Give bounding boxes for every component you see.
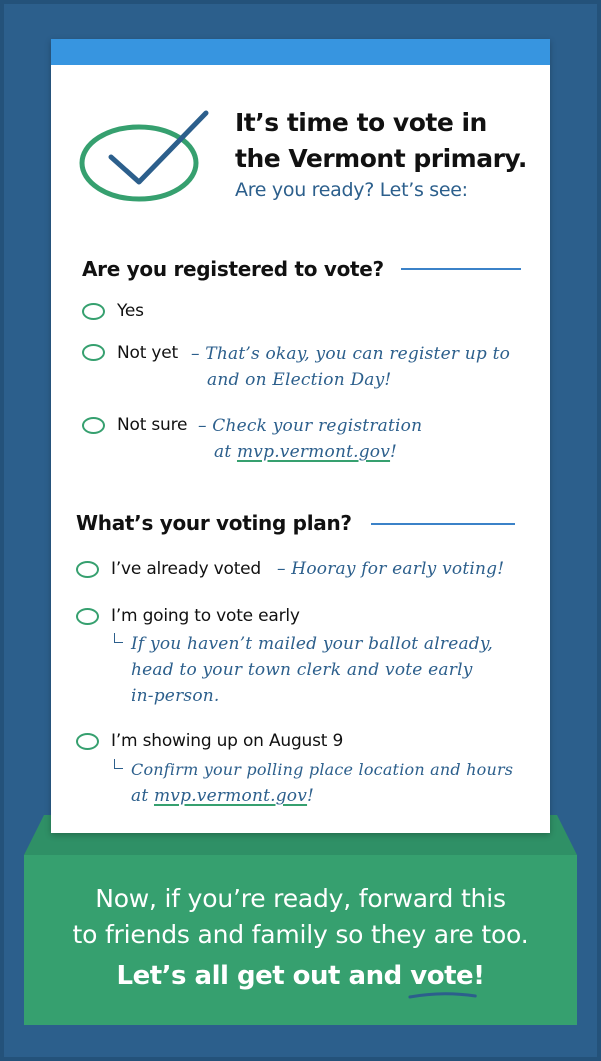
option-not-sure-note — [198, 413, 422, 465]
elbow-arrow-icon — [114, 759, 123, 769]
registration-rule — [401, 268, 521, 270]
cta-line-3 — [0, 961, 601, 991]
radio-already-voted[interactable] — [76, 561, 99, 578]
checkmark-circle-icon — [75, 105, 215, 205]
option-august-9-note-line-1: Confirm your polling place location and hours — [131, 760, 514, 779]
radio-not-yet[interactable] — [82, 344, 105, 361]
radio-yes[interactable] — [82, 303, 105, 320]
option-not-yet-note-line-1: – That’s okay, you can register up to — [191, 344, 511, 364]
checklist-card — [51, 39, 550, 833]
option-not-yet-label: Not yet — [117, 343, 178, 363]
option-already-voted-label: I’ve already voted — [111, 559, 262, 579]
option-august-9-note — [131, 757, 541, 809]
option-not-sure-note-line-2 — [198, 439, 422, 465]
radio-august-9[interactable] — [76, 733, 99, 750]
option-yes-label: Yes — [117, 301, 144, 321]
title-line-2: the Vermont primary. — [235, 144, 527, 173]
radio-not-sure[interactable] — [82, 417, 105, 434]
option-already-voted-note: – Hooray for early voting! — [277, 559, 505, 579]
underline-swash-icon — [408, 990, 477, 1000]
cta-line-3-suffix: ! — [473, 961, 485, 991]
option-not-yet-note — [191, 341, 510, 393]
cta-vote-emphasis — [410, 961, 473, 991]
radio-vote-early[interactable] — [76, 608, 99, 625]
card-top-bar — [51, 39, 550, 65]
option-not-yet-note-line-2: and on Election Day! — [207, 370, 392, 390]
option-vote-early-label: I’m going to vote early — [111, 606, 300, 626]
option-august-9-label: I’m showing up on August 9 — [111, 731, 344, 751]
plan-link-suffix: ! — [307, 786, 315, 806]
option-vote-early-note-line-3: in-person. — [131, 686, 220, 706]
title-line-1: It’s time to vote in — [235, 108, 487, 137]
option-vote-early-note — [131, 631, 493, 709]
option-not-sure-label: Not sure — [117, 415, 188, 435]
cta-vote-word: vote — [410, 961, 474, 991]
plan-link-prefix: at — [131, 786, 154, 806]
mvp-link-registration[interactable]: mvp.vermont.gov — [236, 442, 391, 462]
cta-line-2: to friends and family so they are too. — [72, 920, 529, 949]
registration-link-prefix: at — [214, 442, 237, 462]
cta-line-1: Now, if you’re ready, forward this — [95, 884, 506, 913]
plan-question: What’s your voting plan? — [76, 511, 352, 535]
option-not-sure-note-line-1: – Check your registration — [198, 416, 423, 436]
registration-link-suffix: ! — [390, 442, 398, 462]
option-august-9-note-line-2 — [131, 783, 541, 809]
option-vote-early-note-line-1: If you haven’t mailed your ballot already, — [131, 634, 494, 654]
cta-line-3-prefix: Let’s all get out and — [116, 961, 411, 991]
mvp-link-plan[interactable]: mvp.vermont.gov — [153, 786, 308, 806]
option-vote-early-note-line-2: head to your town clerk and vote early — [131, 660, 473, 680]
plan-rule — [371, 523, 515, 525]
page-subtitle: Are you ready? Let’s see: — [235, 179, 468, 201]
page-title — [235, 105, 535, 177]
elbow-arrow-icon — [114, 633, 123, 643]
registration-question: Are you registered to vote? — [82, 257, 384, 281]
